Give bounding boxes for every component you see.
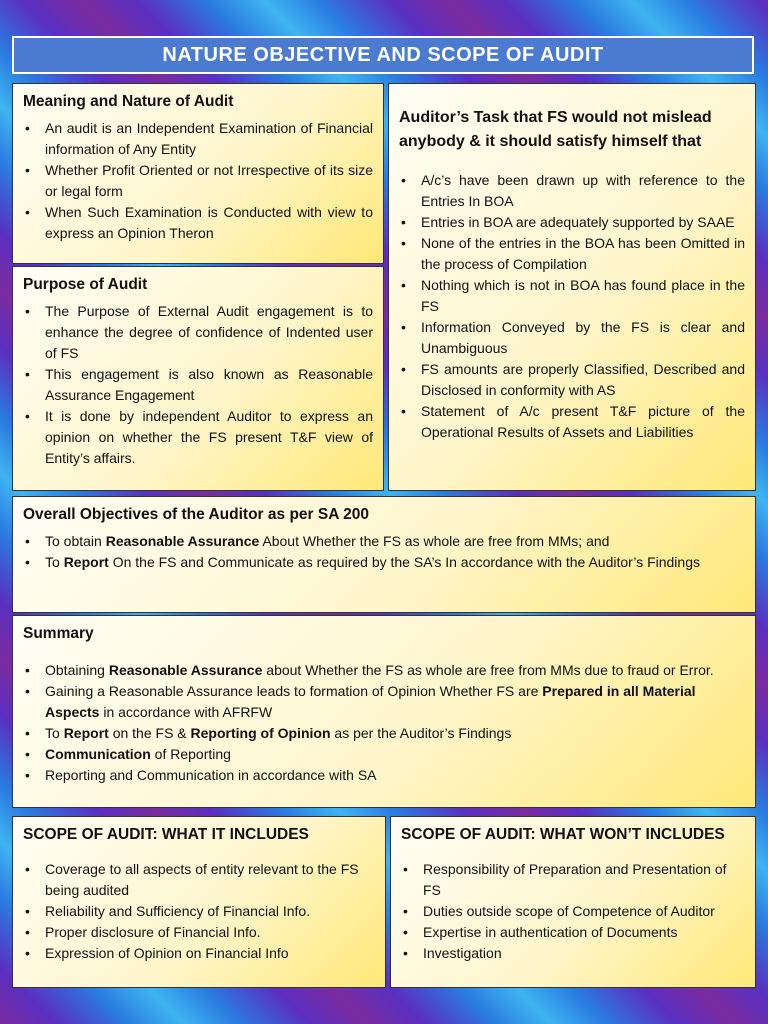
list-item	[45, 681, 745, 723]
text-span: On the FS and Communicate as required by the SA’s In accordance with the Auditor’s Findings	[108, 554, 700, 571]
text-span: of Reporting	[150, 746, 231, 763]
list-item: • The Purpose of External Audit engagement is to enhance the degree of confidence of Indented user of FS	[45, 301, 373, 364]
list-item	[45, 531, 745, 552]
bold-span: Prepared in all Material Aspects	[45, 683, 696, 721]
text-span: About Whether the FS as whole are free from MMs; and	[259, 533, 610, 550]
bold-span: Reasonable Assurance	[105, 533, 260, 550]
meaning-heading: Meaning and Nature of Audit	[23, 93, 234, 110]
overall-list	[23, 531, 745, 573]
list-item	[45, 744, 745, 765]
purpose-panel	[12, 266, 384, 491]
bold-span: Reporting of Opinion	[190, 725, 331, 742]
scope-excludes-panel	[390, 816, 756, 988]
list-item: • FS amounts are properly Classified, Described and Disclosed in conformity with AS	[421, 359, 745, 401]
list-item: • A/c’s have been drawn up with reference to the Entries In BOA	[421, 170, 745, 212]
text-span: in accordance with AFRFW	[99, 704, 273, 721]
text-span: Obtaining	[45, 662, 109, 679]
bold-span: Report	[63, 554, 109, 571]
list-item: • Investigation	[423, 943, 745, 964]
list-item: • Expression of Opinion on Financial Info	[45, 943, 375, 964]
list-item	[45, 552, 745, 573]
summary-heading: Summary	[23, 625, 94, 642]
meaning-list	[23, 118, 373, 244]
text-span: as per the Auditor’s Findings	[330, 725, 512, 742]
includes-list	[23, 859, 375, 964]
excludes-list	[401, 859, 745, 964]
list-item: • Reporting and Communication in accordance with SA	[45, 765, 745, 786]
list-item: • Proper disclosure of Financial Info.	[45, 922, 375, 943]
list-item: • Nothing which is not in BOA has found place in the FS	[421, 275, 745, 317]
bold-span: Reasonable Assurance	[108, 662, 263, 679]
includes-heading: SCOPE OF AUDIT: WHAT IT INCLUDES	[23, 826, 309, 843]
task-heading: Auditor’s Task that FS would not mislead anybody & it should satisfy himself that	[399, 109, 712, 150]
excludes-heading: SCOPE OF AUDIT: WHAT WON’T INCLUDES	[401, 826, 725, 843]
list-item: • Responsibility of Preparation and Presentation of FS	[423, 859, 745, 901]
list-item	[45, 660, 745, 681]
summary-panel	[12, 615, 756, 808]
text-span: To	[45, 725, 64, 742]
overall-objectives-panel	[12, 496, 756, 613]
page-title: NATURE OBJECTIVE AND SCOPE OF AUDIT	[12, 36, 754, 74]
list-item: • Information Conveyed by the FS is clear and Unambiguous	[421, 317, 745, 359]
text-span: To obtain	[45, 533, 106, 550]
text-span: about Whether the FS as whole are free from MMs due to fraud or Error.	[262, 662, 714, 679]
text-span: on the FS &	[108, 725, 191, 742]
summary-list	[23, 660, 745, 786]
list-item: • Coverage to all aspects of entity relevant to the FS being audited	[45, 859, 375, 901]
list-item: • Duties outside scope of Competence of Auditor	[423, 901, 745, 922]
list-item	[45, 723, 745, 744]
list-item: • Entries in BOA are adequately supported by SAAE	[421, 212, 745, 233]
purpose-list	[23, 301, 373, 469]
bold-span: Report	[63, 725, 109, 742]
list-item: • When Such Examination is Conducted with view to express an Opinion Theron	[45, 202, 373, 244]
purpose-heading: Purpose of Audit	[23, 276, 148, 293]
list-item: • An audit is an Independent Examination of Financial information of Any Entity	[45, 118, 373, 160]
list-item: • None of the entries in the BOA has been Omitted in the process of Compilation	[421, 233, 745, 275]
auditor-task-panel	[388, 83, 756, 491]
scope-includes-panel	[12, 816, 386, 988]
list-item: • Reliability and Sufficiency of Financial Info.	[45, 901, 375, 922]
list-item: • Statement of A/c present T&F picture of the Operational Results of Assets and Liabilities	[421, 401, 745, 443]
meaning-nature-panel	[12, 83, 384, 264]
task-list	[399, 170, 745, 443]
text-span: To	[45, 554, 64, 571]
list-item: • Expertise in authentication of Documents	[423, 922, 745, 943]
bold-span: Communication	[45, 746, 151, 763]
overall-heading: Overall Objectives of the Auditor as per SA 200	[23, 506, 369, 523]
list-item: • Whether Profit Oriented or not Irrespective of its size or legal form	[45, 160, 373, 202]
text-span: Gaining a Reasonable Assurance leads to formation of Opinion Whether FS are	[45, 683, 543, 700]
list-item: • It is done by independent Auditor to express an opinion on whether the FS present T&F view of Entity’s affairs.	[45, 406, 373, 469]
list-item: • This engagement is also known as Reasonable Assurance Engagement	[45, 364, 373, 406]
